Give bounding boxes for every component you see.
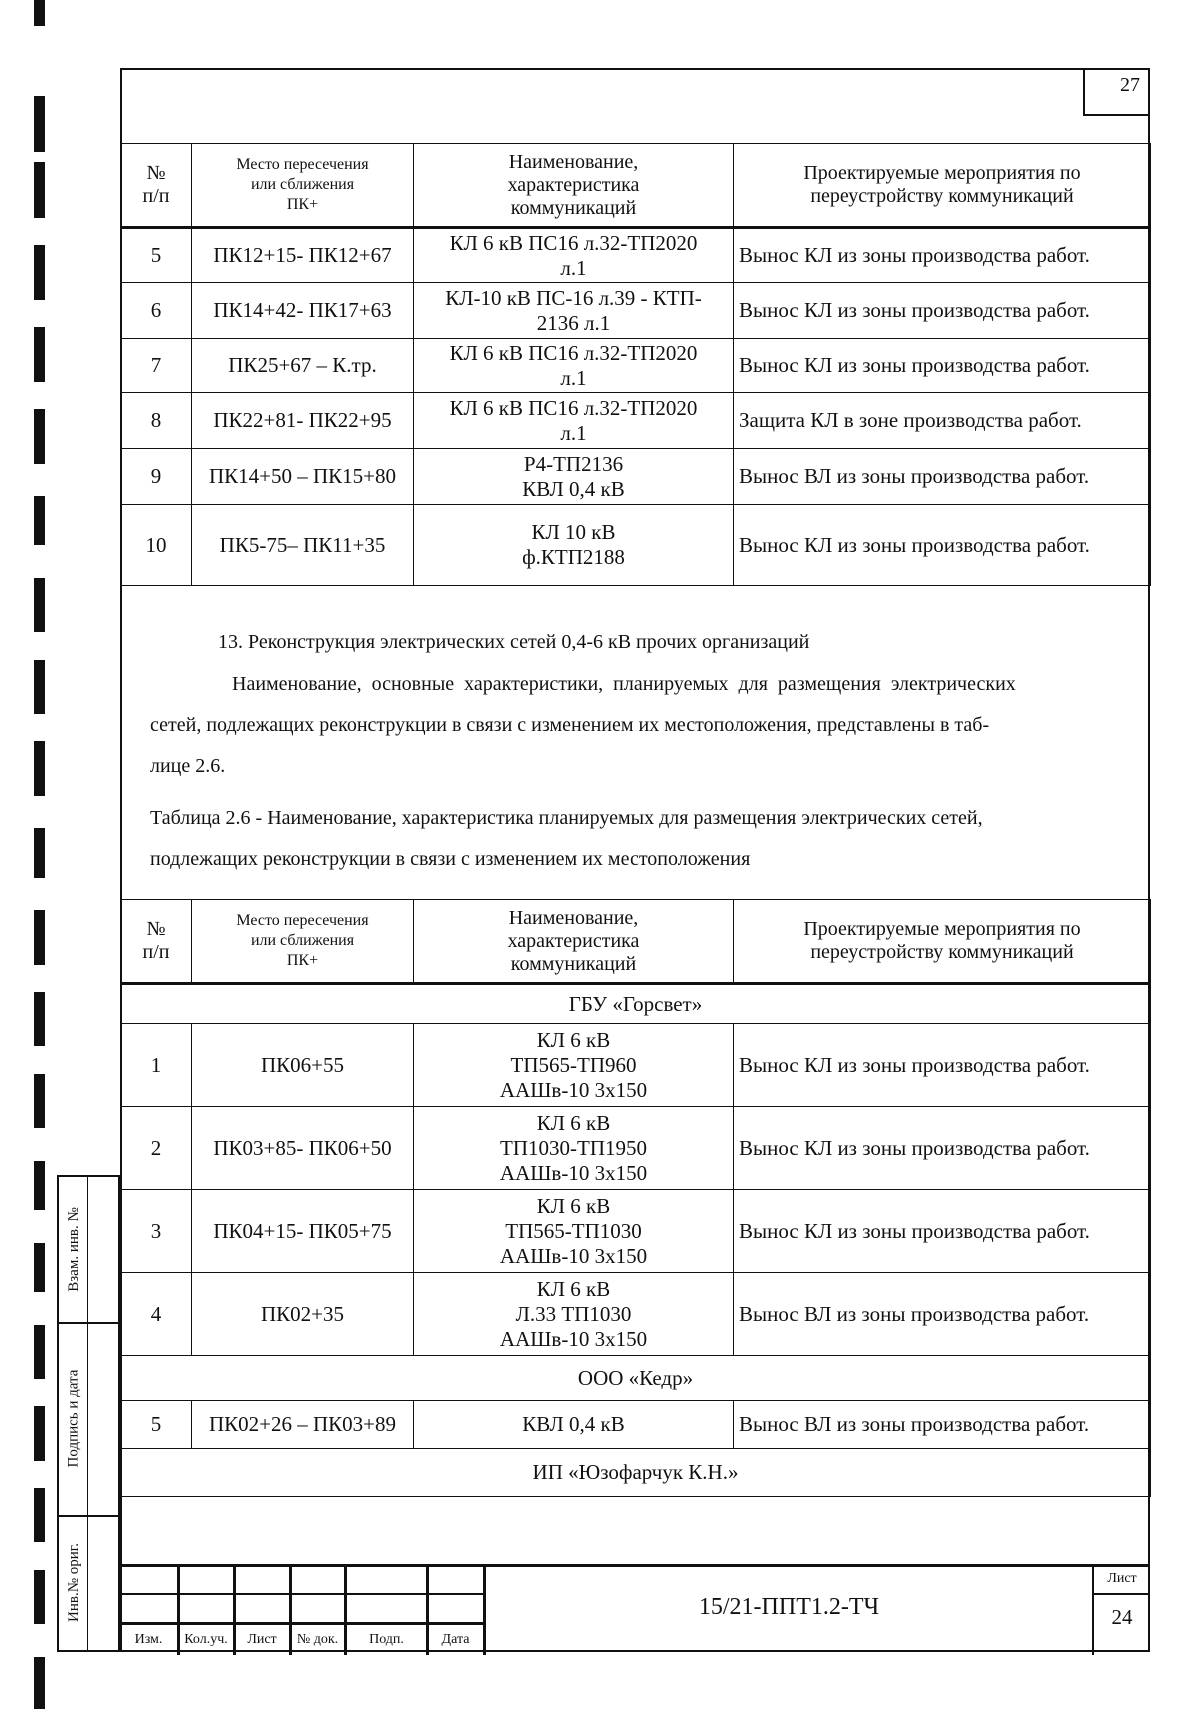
- table-continuation: [120, 143, 1151, 586]
- group-title: ООО «Кедр»: [121, 1356, 1151, 1401]
- row-communication: КЛ-10 кВ ПС-16 л.39 - КТП- 2136 л.1: [414, 283, 734, 339]
- binding-hole-mark: [34, 1406, 45, 1461]
- paragraph-line: сетей, подлежащих реконструкции в связи с изменением их местоположения, представлены в таб-: [150, 714, 990, 736]
- table-row: [121, 393, 1151, 449]
- stamp-label: Инв.№ ориг.: [65, 1543, 82, 1622]
- row-location: ПК06+55: [192, 1024, 414, 1107]
- stamp-signature-date: [57, 1322, 120, 1517]
- binding-hole-mark: [34, 741, 45, 796]
- stamp-original-inv: [57, 1515, 120, 1652]
- header-number: № п/п: [121, 144, 192, 228]
- column-doc-no: № док.: [296, 1632, 339, 1647]
- row-measure: Вынос ВЛ из зоны производства работ.: [734, 1273, 1151, 1356]
- table-header-row: [121, 900, 1151, 984]
- table-caption: подлежащих реконструкции в связи с изменением их местоположения: [150, 848, 751, 870]
- row-measure: Вынос КЛ из зоны производства работ.: [734, 283, 1151, 339]
- binding-hole-mark: [34, 0, 45, 26]
- header-number: № п/п: [121, 900, 192, 984]
- column-signature: Подп.: [369, 1632, 404, 1647]
- table-row: [121, 1401, 1151, 1449]
- row-communication: КВЛ 0,4 кВ: [414, 1401, 734, 1449]
- row-location: ПК04+15- ПК05+75: [192, 1190, 414, 1273]
- binding-hole-mark: [34, 245, 45, 300]
- table-row: [121, 1107, 1151, 1190]
- table-group-row: [121, 1449, 1151, 1497]
- binding-hole-mark: [34, 660, 45, 714]
- document-code: 15/21-ППТ1.2-ТЧ: [698, 1594, 880, 1620]
- table-caption: Таблица 2.6 - Наименование, характеристика планируемых для размещения электрических сетей,: [150, 807, 983, 829]
- binding-hole-mark: [34, 1074, 45, 1128]
- table-group-row: [121, 1356, 1151, 1401]
- binding-hole-mark: [34, 992, 45, 1046]
- group-title: ИП «Юзофарчук К.Н.»: [121, 1449, 1151, 1497]
- stamp-replaced-inv: [57, 1175, 120, 1324]
- stamp-label: Взам. инв. №: [65, 1207, 82, 1292]
- binding-hole-mark: [34, 910, 45, 965]
- row-location: ПК12+15- ПК12+67: [192, 228, 414, 283]
- stamp-label: Подпись и дата: [65, 1369, 82, 1468]
- binding-hole-mark: [34, 496, 45, 545]
- row-location: ПК02+35: [192, 1273, 414, 1356]
- row-number: 1: [121, 1024, 192, 1107]
- row-communication: КЛ 10 кВ ф.КТП2188: [414, 505, 734, 586]
- binding-hole-mark: [34, 96, 45, 152]
- binding-hole-mark: [34, 1488, 45, 1542]
- row-number: 3: [121, 1190, 192, 1273]
- binding-hole-mark: [34, 162, 45, 218]
- binding-hole-mark: [34, 327, 45, 382]
- row-number: 5: [121, 228, 192, 283]
- row-number: 4: [121, 1273, 192, 1356]
- row-location: ПК03+85- ПК06+50: [192, 1107, 414, 1190]
- header-name: Наименование, характеристика коммуникаций: [414, 144, 734, 228]
- row-measure: Вынос КЛ из зоны производства работ.: [734, 1024, 1151, 1107]
- column-izm: Изм.: [134, 1632, 163, 1647]
- paragraph-line: Наименование, основные характеристики, планируемых для размещения электрических: [232, 673, 1016, 695]
- row-communication: КЛ 6 кВ ТП565-ТП1030 ААШв-10 3х150: [414, 1190, 734, 1273]
- table-row: [121, 449, 1151, 505]
- row-measure: Вынос КЛ из зоны производства работ.: [734, 1190, 1151, 1273]
- section-heading: 13. Реконструкция электрических сетей 0,4-6 кВ прочих организаций: [218, 631, 810, 653]
- row-communication: КЛ 6 кВ ПС16 л.32-ТП2020 л.1: [414, 339, 734, 393]
- header-location: Место пересечения или сближения ПК+: [192, 900, 414, 984]
- row-measure: Вынос КЛ из зоны производства работ.: [734, 505, 1151, 586]
- paragraph-line: лице 2.6.: [150, 755, 226, 777]
- table-row: [121, 1024, 1151, 1107]
- table-row: [121, 505, 1151, 586]
- row-number: 8: [121, 393, 192, 449]
- row-location: ПК5-75– ПК11+35: [192, 505, 414, 586]
- binding-hole-mark: [34, 828, 45, 878]
- row-location: ПК22+81- ПК22+95: [192, 393, 414, 449]
- row-location: ПК14+50 – ПК15+80: [192, 449, 414, 505]
- table-group-row: [121, 984, 1151, 1024]
- group-title: ГБУ «Горсвет»: [121, 984, 1151, 1024]
- binding-hole-mark: [34, 1325, 45, 1379]
- table-header-row: [121, 144, 1151, 228]
- row-measure: Защита КЛ в зоне производства работ.: [734, 393, 1151, 449]
- row-communication: КЛ 6 кВ ПС16 л.32-ТП2020 л.1: [414, 393, 734, 449]
- header-measures: Проектируемые мероприятия по переустройству коммуникаций: [734, 900, 1151, 984]
- column-date: Дата: [441, 1632, 470, 1647]
- table-row: [121, 283, 1151, 339]
- sheet-label: Лист: [1107, 1571, 1137, 1586]
- row-number: 5: [121, 1401, 192, 1449]
- row-number: 6: [121, 283, 192, 339]
- table-row: [121, 228, 1151, 283]
- row-communication: КЛ 6 кВ Л.33 ТП1030 ААШв-10 3х150: [414, 1273, 734, 1356]
- header-location: Место пересечения или сближения ПК+: [192, 144, 414, 228]
- header-measures: Проектируемые мероприятия по переустройству коммуникаций: [734, 144, 1151, 228]
- table-row: [121, 1190, 1151, 1273]
- binding-hole-mark: [34, 1243, 45, 1292]
- row-number: 9: [121, 449, 192, 505]
- binding-hole-mark: [34, 578, 45, 632]
- row-location: ПК14+42- ПК17+63: [192, 283, 414, 339]
- header-name: Наименование, характеристика коммуникаций: [414, 900, 734, 984]
- row-number: 10: [121, 505, 192, 586]
- table-row: [121, 1273, 1151, 1356]
- binding-hole-mark: [34, 1161, 45, 1210]
- title-block: [120, 1564, 1150, 1652]
- row-communication: КЛ 6 кВ ТП1030-ТП1950 ААШв-10 3х150: [414, 1107, 734, 1190]
- row-communication: Р4-ТП2136 КВЛ 0,4 кВ: [414, 449, 734, 505]
- column-kol-uch: Кол.уч.: [184, 1632, 228, 1647]
- row-measure: Вынос ВЛ из зоны производства работ.: [734, 449, 1151, 505]
- row-location: ПК25+67 – К.тр.: [192, 339, 414, 393]
- row-location: ПК02+26 – ПК03+89: [192, 1401, 414, 1449]
- table-2-6: [120, 899, 1151, 1497]
- row-communication: КЛ 6 кВ ПС16 л.32-ТП2020 л.1: [414, 228, 734, 283]
- row-communication: КЛ 6 кВ ТП565-ТП960 ААШв-10 3х150: [414, 1024, 734, 1107]
- binding-hole-mark: [34, 1570, 45, 1624]
- sheet-number: 24: [1111, 1605, 1133, 1629]
- row-number: 7: [121, 339, 192, 393]
- table-row: [121, 339, 1151, 393]
- row-measure: Вынос КЛ из зоны производства работ.: [734, 228, 1151, 283]
- row-measure: Вынос КЛ из зоны производства работ.: [734, 339, 1151, 393]
- row-measure: Вынос ВЛ из зоны производства работ.: [734, 1401, 1151, 1449]
- binding-hole-mark: [34, 409, 45, 464]
- column-list: Лист: [247, 1632, 277, 1647]
- row-measure: Вынос КЛ из зоны производства работ.: [734, 1107, 1151, 1190]
- binding-hole-mark: [34, 1657, 45, 1709]
- page-number-top: 27: [1083, 68, 1150, 116]
- row-number: 2: [121, 1107, 192, 1190]
